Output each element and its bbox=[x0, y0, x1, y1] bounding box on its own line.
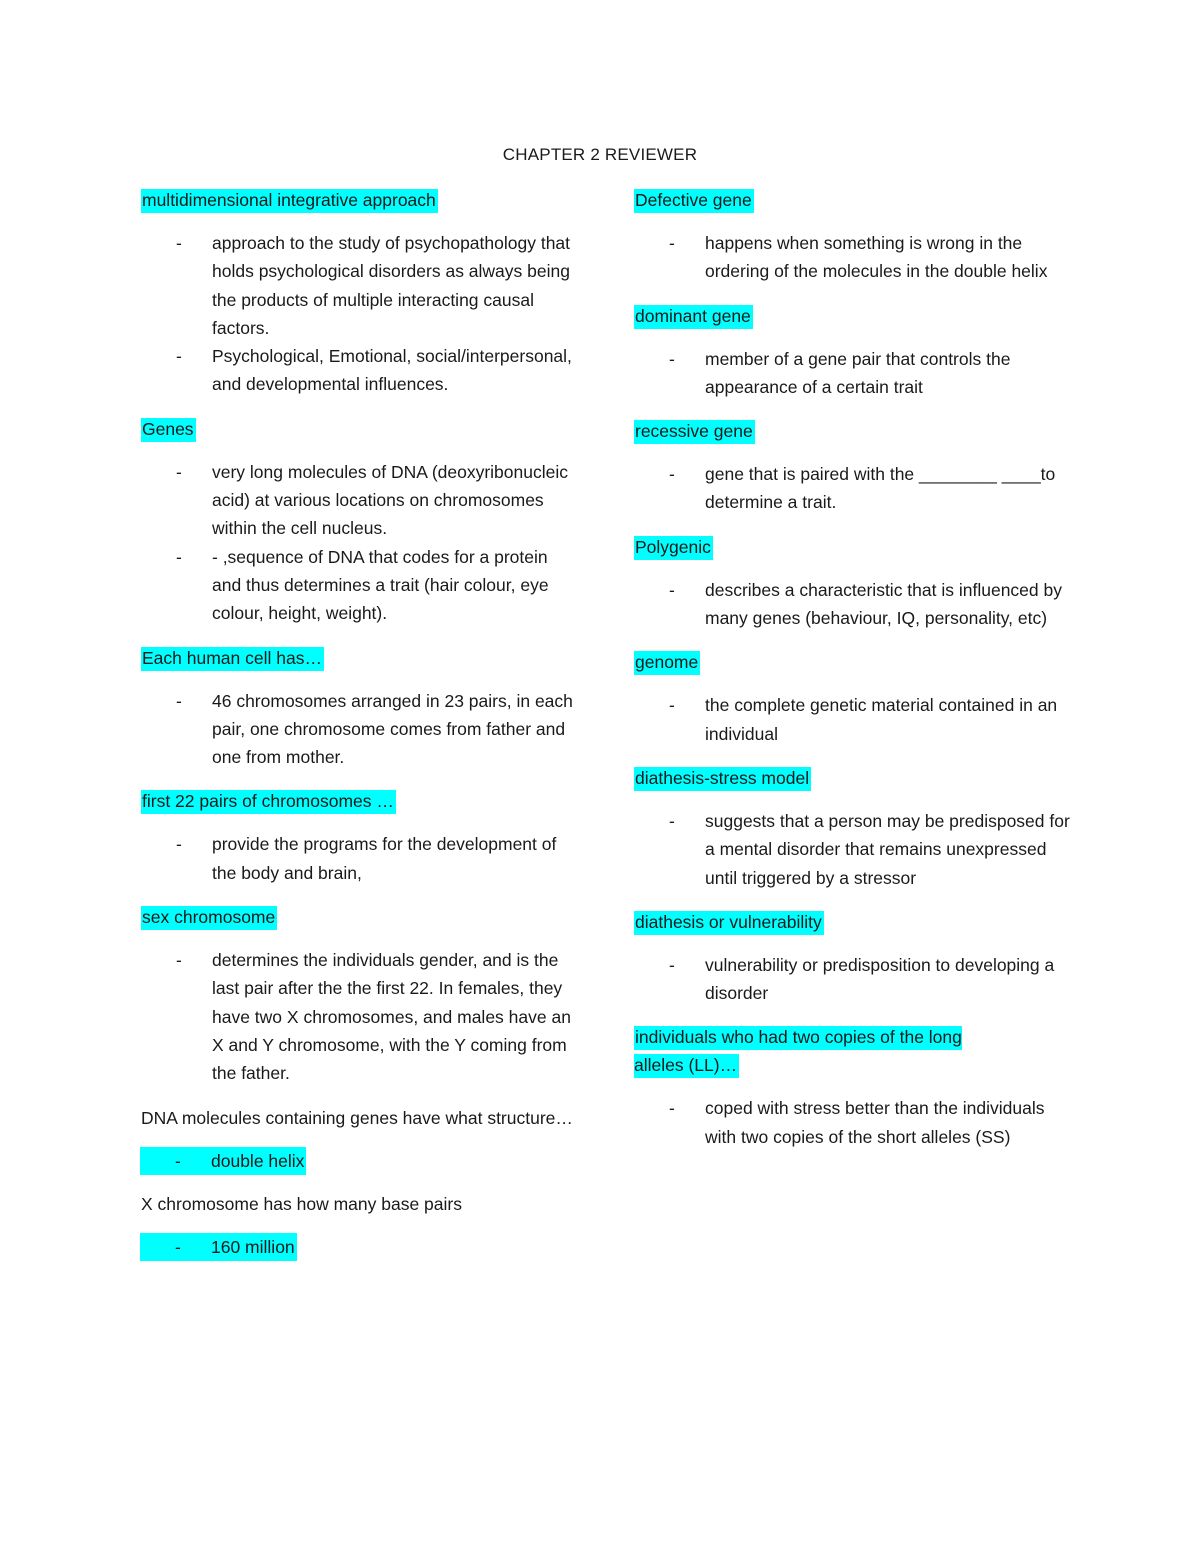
definition-text: Psychological, Emotional, social/interpersonal, and developmental influences. bbox=[212, 346, 572, 395]
definition-list bbox=[634, 691, 1074, 748]
answer-row bbox=[140, 1147, 581, 1175]
definition-item bbox=[141, 342, 581, 399]
bullet-dash: - bbox=[176, 233, 182, 253]
answer-highlight bbox=[140, 1233, 297, 1261]
term-label: diathesis-stress model bbox=[634, 767, 811, 791]
definition-list bbox=[141, 946, 581, 1087]
term-heading bbox=[141, 787, 581, 815]
bullet-dash: - bbox=[669, 954, 675, 975]
term-label: dominant gene bbox=[634, 305, 753, 329]
definition-text: very long molecules of DNA (deoxyribonucleic acid) at various locations on chromosomes within the cell nucleus. bbox=[212, 461, 568, 539]
term-label: Each human cell has… bbox=[141, 647, 324, 671]
term-heading bbox=[634, 302, 1074, 330]
definition-item bbox=[141, 458, 581, 543]
definition-text: happens when something is wrong in the ordering of the molecules in the double helix bbox=[705, 233, 1048, 282]
answer-highlight bbox=[140, 1147, 306, 1175]
definition-list bbox=[634, 807, 1074, 892]
bullet-dash: - bbox=[176, 461, 182, 482]
bullet-dash: - bbox=[669, 695, 675, 716]
document-title: CHAPTER 2 REVIEWER bbox=[502, 145, 698, 164]
question-text: DNA molecules containing genes have what structure… bbox=[141, 1107, 573, 1128]
definition-item bbox=[634, 345, 1074, 402]
bullet-dash: - bbox=[669, 233, 675, 253]
definition-text: the complete genetic material contained in an individual bbox=[705, 695, 1058, 744]
bullet-dash: - bbox=[669, 348, 675, 369]
definition-list bbox=[634, 460, 1074, 517]
definition-item bbox=[634, 951, 1074, 1008]
bullet-dash: - bbox=[176, 690, 182, 711]
left-column bbox=[141, 186, 581, 1276]
term-heading bbox=[141, 415, 581, 443]
answer-row bbox=[140, 1233, 581, 1261]
bullet-dash: - bbox=[669, 464, 675, 485]
definition-item bbox=[634, 691, 1074, 748]
definition-item bbox=[141, 830, 581, 887]
definition-item bbox=[141, 543, 581, 628]
term-heading bbox=[141, 903, 581, 931]
definition-item bbox=[141, 687, 581, 772]
definition-text: provide the programs for the development of the body and brain, bbox=[212, 834, 557, 883]
bullet-dash: - bbox=[669, 810, 675, 831]
definition-list bbox=[141, 229, 581, 399]
definition-item bbox=[634, 1094, 1074, 1151]
term-label: recessive gene bbox=[634, 420, 755, 444]
bullet-dash: - bbox=[175, 1150, 181, 1171]
term-heading bbox=[141, 644, 581, 672]
definition-text: - ,sequence of DNA that codes for a protein and thus determines a trait (hair colour, eye colour, height, weight). bbox=[212, 546, 549, 624]
definition-item bbox=[634, 807, 1074, 892]
definition-list bbox=[634, 576, 1074, 633]
definition-text: describes a characteristic that is influenced by many genes (behaviour, IQ, personality, etc) bbox=[705, 579, 1062, 629]
right-column bbox=[634, 186, 1074, 1167]
bullet-dash: - bbox=[175, 1236, 181, 1257]
definition-item bbox=[634, 460, 1074, 517]
definition-text: gene that is paired with the ________ ____to determine a trait. bbox=[705, 464, 1056, 513]
bullet-dash: - bbox=[669, 1098, 675, 1119]
term-label: Defective gene bbox=[634, 189, 754, 213]
bullet-dash: - bbox=[176, 346, 182, 367]
definition-text: suggests that a person may be predisposed for a mental disorder that remains unexpressed until triggered by a stressor bbox=[705, 810, 1070, 888]
term-heading bbox=[634, 1023, 1014, 1079]
answer-text: double helix bbox=[211, 1150, 305, 1171]
term-label: Genes bbox=[141, 418, 196, 442]
term-label: diathesis or vulnerability bbox=[634, 911, 824, 935]
definition-list bbox=[141, 830, 581, 887]
term-label: individuals who had two copies of the long alleles (LL)… bbox=[634, 1026, 962, 1078]
bullet-dash: - bbox=[176, 546, 182, 567]
definition-text: 46 chromosomes arranged in 23 pairs, in each pair, one chromosome comes from father and one from mother. bbox=[212, 690, 573, 768]
term-heading bbox=[634, 648, 1074, 676]
definition-list bbox=[141, 458, 581, 628]
definition-list bbox=[634, 345, 1074, 402]
term-heading bbox=[634, 764, 1074, 792]
term-heading bbox=[141, 186, 581, 214]
definition-list bbox=[634, 1094, 1074, 1151]
definition-item bbox=[141, 229, 581, 342]
term-label: Polygenic bbox=[634, 536, 713, 560]
question-text: X chromosome has how many base pairs bbox=[141, 1193, 462, 1214]
definition-text: coped with stress better than the individuals with two copies of the short alleles (SS) bbox=[705, 1098, 1045, 1147]
definition-text: vulnerability or predisposition to developing a disorder bbox=[705, 954, 1055, 1004]
term-label: genome bbox=[634, 651, 700, 675]
term-heading bbox=[634, 186, 1074, 214]
definition-list bbox=[634, 951, 1074, 1008]
bullet-dash: - bbox=[176, 834, 182, 855]
bullet-dash: - bbox=[669, 579, 675, 600]
definition-list bbox=[634, 229, 1074, 286]
definition-text: determines the individuals gender, and is the last pair after the the first 22. In females, they have two X chromosomes, and males have an X and Y chromosome, with the Y coming from the father. bbox=[212, 950, 571, 1084]
definition-text: member of a gene pair that controls the appearance of a certain trait bbox=[705, 348, 1011, 397]
definition-item bbox=[141, 946, 581, 1087]
term-heading bbox=[634, 533, 1074, 561]
bullet-dash: - bbox=[176, 950, 182, 971]
term-label: first 22 pairs of chromosomes … bbox=[141, 790, 396, 814]
term-heading bbox=[634, 417, 1074, 445]
answer-text: 160 million bbox=[211, 1236, 295, 1257]
definition-item bbox=[634, 576, 1074, 633]
definition-list bbox=[141, 687, 581, 772]
term-label: sex chromosome bbox=[141, 906, 277, 930]
definition-text: approach to the study of psychopathology that holds psychological disorders as always being the products of multiple interacting causal factors. bbox=[212, 233, 571, 338]
definition-item bbox=[634, 229, 1074, 286]
term-heading bbox=[634, 908, 1074, 936]
term-label: multidimensional integrative approach bbox=[141, 189, 438, 213]
